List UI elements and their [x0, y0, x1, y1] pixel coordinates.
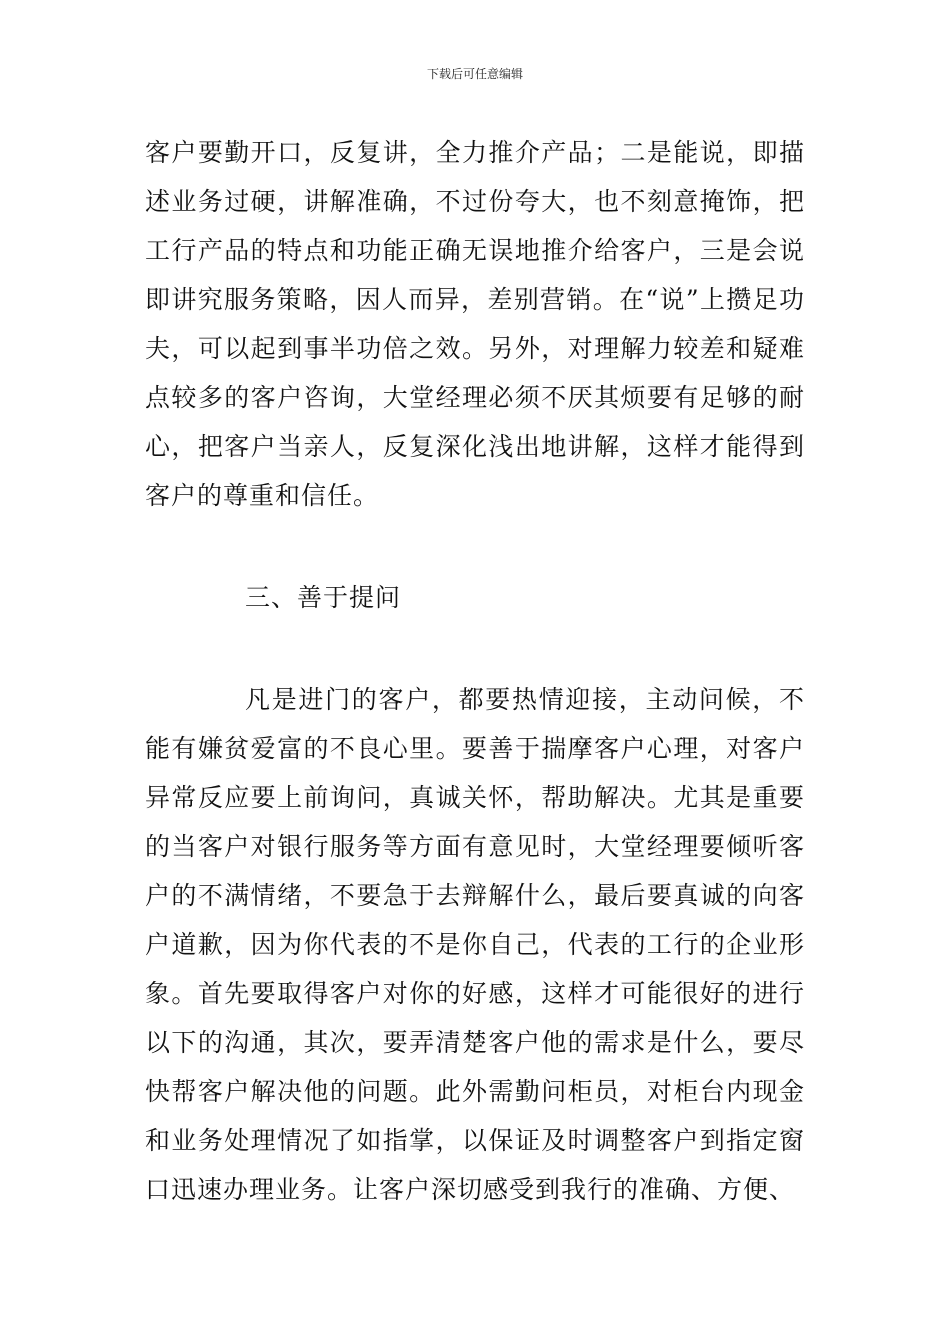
spacer: [145, 520, 805, 573]
spacer: [145, 622, 805, 675]
paragraph-continued: 客户要勤开口，反复讲，全力推介产品；二是能说，即描述业务过硬，讲解准确，不过份夸大，也不刻意掩饰，把工行产品的特点和功能正确无误地推介给客户，三是会说即讲究服务策略，因人而异，差别营销。在“说”上攒足功夫，可以起到事半功倍之效。另外，对理解力较差和疑难点较多的客户咨询，大堂经理必须不厌其烦要有足够的耐心，把客户当亲人，反复深化浅出地讲解，这样才能得到客户的尊重和信任。: [145, 138, 805, 510]
document-body: [145, 128, 805, 1214]
section-heading: 三、善于提问: [245, 583, 402, 612]
paragraph-section-three: 凡是进门的客户，都要热情迎接，主动问候，不能有嫌贫爱富的不良心里。要善于揣摩客户心理，对客户异常反应要上前询问，真诚关怀，帮助解决。尤其是重要的当客户对银行服务等方面有意见时，大堂经理要倾听客户的不满情绪，不要急于去辩解什么，最后要真诚的向客户道歉，因为你代表的不是你自己，代表的工行的企业形象。首先要取得客户对你的好感，这样才可能很好的进行以下的沟通，其次，要弄清楚客户他的需求是什么，要尽快帮客户解决他的问题。此外需勤问柜员，对柜台内现金和业务处理情况了如指掌，以保证及时调整客户到指定窗口迅速办理业务。让客户深切感受到我行的准确、方便、: [145, 685, 805, 1204]
page-header: 下载后可任意编辑: [426, 67, 523, 81]
